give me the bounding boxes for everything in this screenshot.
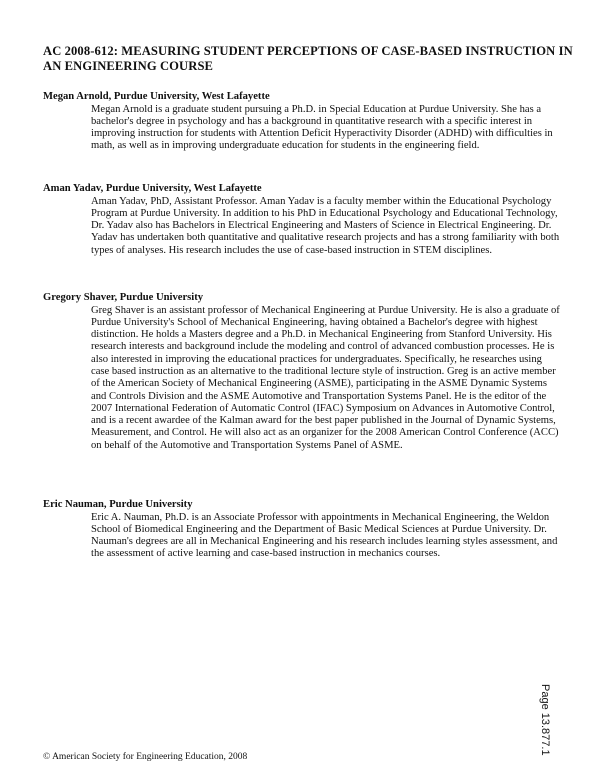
paper-title: AC 2008-612: MEASURING STUDENT PERCEPTIONS OF CASE-BASED INSTRUCTION IN AN ENGINEERING COURSE — [43, 44, 573, 73]
page-number-text: Page 13.877.1 — [539, 684, 551, 756]
author-bio: Megan Arnold is a graduate student pursuing a Ph.D. in Special Education at Purdue University. She has a bachelor's degree in psychology and has a background in quantitative research with a specific interest in improving instruction for students with Attention Deficit Hyperactivity Disorder (ADHD) with difficulties in math, as well as in improving undergraduate education for students in the engineering field. — [91, 103, 553, 152]
author-name: Eric Nauman, Purdue University — [43, 499, 193, 510]
author-name: Megan Arnold, Purdue University, West Lafayette — [43, 91, 270, 102]
author-name: Gregory Shaver, Purdue University — [43, 292, 204, 303]
author-block-nauman — [43, 499, 573, 561]
author-bio: Greg Shaver is an assistant professor of Mechanical Engineering at Purdue University. He is also a graduate of Purdue University's School of Mechanical Engineering, having obtained a Bachelor's degree with highest distinction. He holds a Masters degree and a Ph.D. in Mechanical Engineering from Stanford University. His research interests and background include the modeling and control of advanced combustion processes. He is also interested in improving the educational practices for undergraduates. Specifically, he researches using case based instruction as an alternative to the traditional lecture style of instruction. Greg is an active member of the American Society of Mechanical Engineering (ASME), participating in the ASME Dynamic Systems and Controls Division and the ASME Automotive and Transportation Systems Panel. He is the editor of the 2007 International Federation of Automatic Control (IFAC) Symposium on Advances in Automotive Control, and is a recent awardee of the Kalman award for the best paper published in the Journal of Dynamic Systems, Measurement, and Control. He will also act as an organizer for the 2008 American Control Conference (ACC) on behalf of the Automotive and Transportation Systems Panel of ASME. — [91, 304, 560, 451]
author-bio: Eric A. Nauman, Ph.D. is an Associate Professor with appointments in Mechanical Engineering, the Weldon School of Biomedical Engineering and the Department of Basic Medical Sciences at Purdue University. Dr. Nauman's degrees are all in Mechanical Engineering and his research includes learning styles assessment, and the assessment of active learning and case-based instruction in mechanics courses. — [91, 511, 558, 560]
author-block-yadav — [43, 183, 573, 257]
author-block-arnold — [43, 91, 573, 153]
author-name: Aman Yadav, Purdue University, West Lafayette — [43, 183, 262, 194]
copyright-footer: © American Society for Engineering Education, 2008 — [43, 752, 248, 762]
page-number — [539, 684, 551, 756]
author-block-shaver — [43, 292, 573, 452]
author-bio: Aman Yadav, PhD, Assistant Professor. Aman Yadav is a faculty member within the Educational Psychology Program at Purdue University. In addition to his PhD in Educational Psychology and Educational Technology, Dr. Yadav also has Bachelors in Electrical Engineering and Masters of Science in Electrical Engineering. Dr. Yadav has undertaken both quantitative and qualitative research projects and has a strong familiarity with both types of analyses. His research includes the use of case-based instruction in STEM disciplines. — [91, 195, 560, 256]
